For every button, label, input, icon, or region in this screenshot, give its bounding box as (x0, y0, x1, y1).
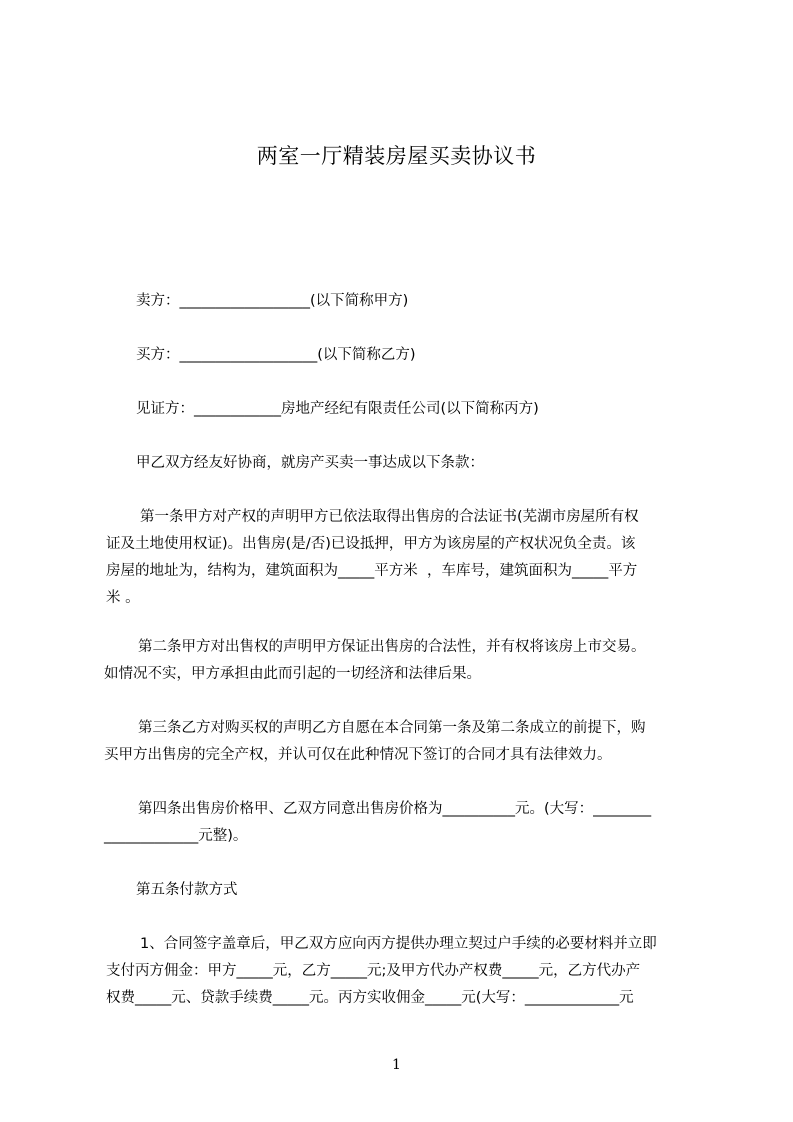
article2-line-2: 如情况不实，甲方承担由此而引起的一切经济和法律后果。 (104, 666, 481, 682)
article5-item1-line-2: 支付丙方佣金：甲方_____元，乙方_____元;及甲方代办产权费_____元，乙方代办产 (106, 963, 641, 979)
article5-heading: 第五条付款方式 (136, 882, 238, 898)
intro-paragraph: 甲乙双方经友好协商，就房产买卖一事达成以下条款： (136, 455, 484, 471)
article1-line-4: 米 。 (106, 590, 140, 606)
article1-line-1: 第一条甲方对产权的声明甲方已依法取得出售房的合法证书(芜湖市房屋所有权 (140, 509, 639, 525)
article4-line-2: _____________元整)。 (104, 828, 248, 844)
article4-line-1: 第四条出售房价格甲、乙双方同意出售房价格为__________元。(大写：________ (138, 801, 652, 817)
article1-line-3: 房屋的地址为，结构为，建筑面积为_____平方米 ，车库号，建筑面积为_____平方 (106, 563, 638, 579)
seller-line: 卖方：__________________(以下简称甲方) (136, 293, 409, 309)
article3-line-2: 买甲方出售房的完全产权，并认可仅在此种情况下签订的合同才具有法律效力。 (104, 747, 612, 763)
page-number: 1 (392, 1057, 401, 1073)
buyer-line: 买方：___________________(以下简称乙方) (136, 347, 416, 363)
article2-line-1: 第二条甲方对出售权的声明甲方保证出售房的合法性，并有权将该房上市交易。 (138, 639, 646, 655)
article5-item1-line-3: 权费_____元、贷款手续费_____元。丙方实收佣金_____元(大写：_____________元 (106, 990, 634, 1006)
article5-item1-line-1: 1、合同签字盖章后，甲乙双方应向丙方提供办理立契过户手续的必要材料并立即 (140, 936, 657, 952)
document-title: 两室一厅精装房屋买卖协议书 (256, 144, 537, 168)
witness-line: 见证方：____________房地产经纪有限责任公司(以下简称丙方) (136, 401, 539, 417)
article3-line-1: 第三条乙方对购买权的声明乙方自愿在本合同第一条及第二条成立的前提下，购 (138, 720, 646, 736)
article1-line-2: 证及土地使用权证)。出售房(是/否)已设抵押，甲方为该房屋的产权状况负全责。该 (106, 536, 636, 552)
